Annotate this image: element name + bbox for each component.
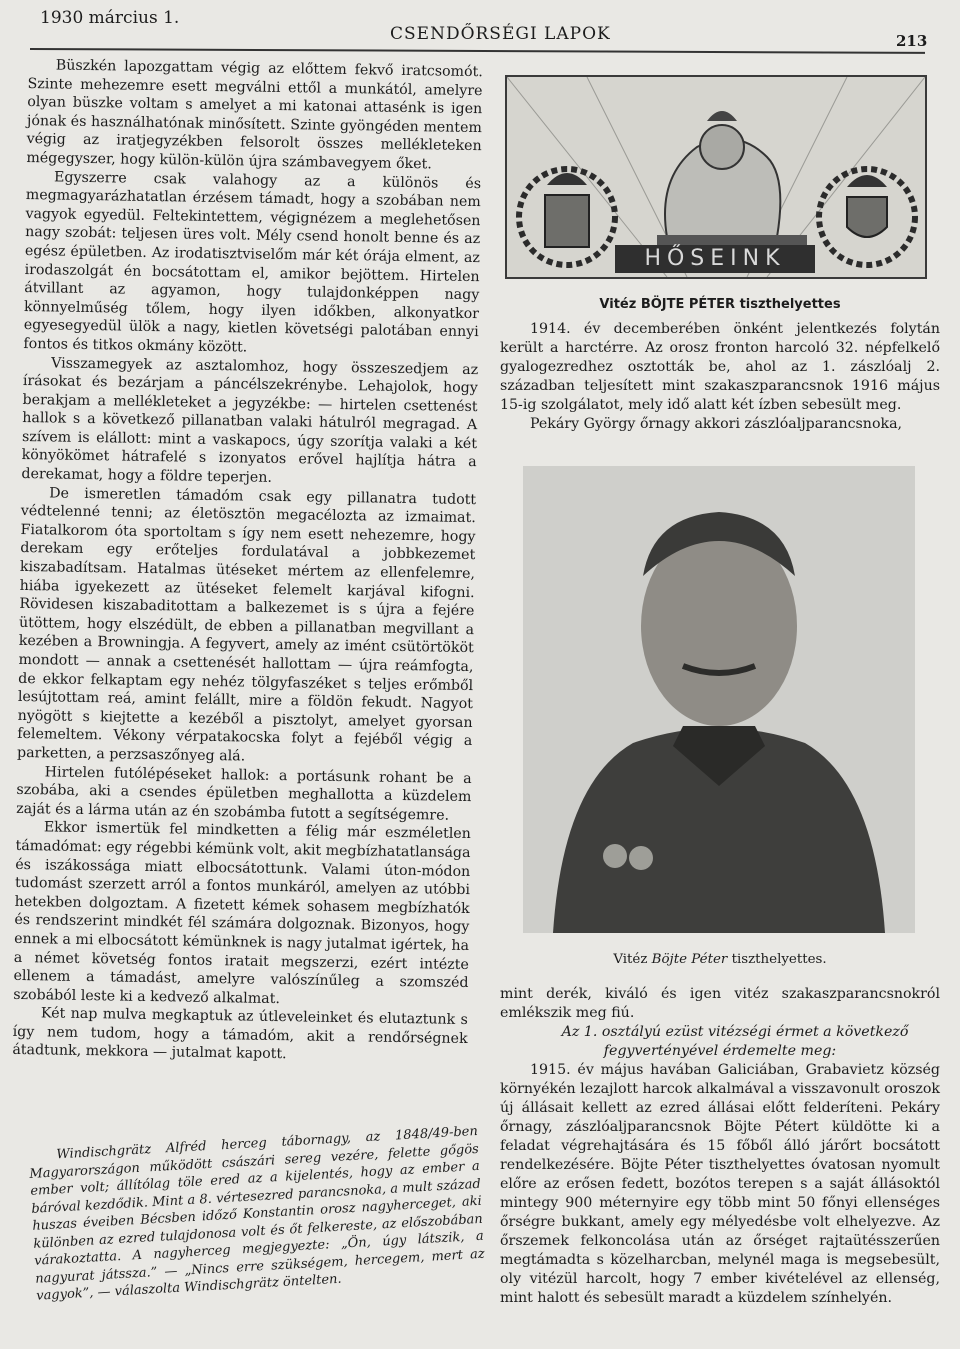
right-column-continued	[500, 985, 940, 1308]
banner-label: HŐSEINK	[615, 245, 815, 273]
lion-statue-icon	[657, 111, 807, 245]
article-paragraph: Hirtelen futólépéseket hallok: a portásunk rohant be a szobába, aki a csendes épületben meghallotta a küzdelem zaját és a lárma után az én szobámba futott a segítségemre.	[16, 763, 472, 824]
article-paragraph: Két nap mulva megkaptuk az útleveleinket és elutaztunk s így nem tudom, hogy a támadóm, akit a rendőrségnek átadtunk, mekkora — jutalmat kapott.	[12, 1005, 469, 1063]
footnote-text: Windischgrätz Alfréd herceg tábornagy, az 1848/49-ben Magyarországon működött császári sereg vezére, felette gőgös ember volt; állítólag töle ered az a kijelentés, hogy az ember a báróval kezdődik. Mint a 8. vértesezred parancsnoka, a mult század huszas éveiben Bécsben időző Konstantin orosz nagyherceget, aki különben az ezred tulajdonosa volt és őt felkereste, az előszobában várakoztatta. A nagyherceg megjegyezte: „Ön, úgy látszik, a nagyurat játssza.” — „Nincs erre szükségem, hercegem, mert az vagyok”, — válaszolta Windischgrätz öntelten.	[29, 1123, 486, 1304]
article-paragraph: Egyszerre csak valahogy az a különös és megmagyarázhatatlan érzésem támadt, hogy a szobában nem vagyok egyedül. Feltekintettem, végignézem a meglehetősen nagy szobát: teljesen üres volt. Mély csend honolt benne és az egész épületben. Az irodatisztviselőm már két órája elment, az irodaszolgát én bocsátottam el, amikor bejöttem. Hirtelen átvillant az agyamon, hogy tulajdonképpen nagy könnyelműség tőlem, hogy ilyen időkben, alkonyatkor egyesegyedül ülök a nagy, kietlen követségi palotában ennyi fontos és titkos okmány között.	[23, 168, 482, 356]
heroes-banner	[505, 75, 927, 279]
left-wreath-icon	[519, 169, 615, 265]
header-rule	[30, 48, 925, 54]
article-paragraph: Ekkor ismertük fel mindketten a félig már eszméletlen támadómat: egy régebbi kémünk volt, akit megbízhatatlansága és iszákossága miatt elbocsátottunk. Valami úton-módon tudomást szerzett arról a fontos munkáról, amelyen az utóbbi hetekben dolgoztam. A fizetett kémek sohasem megbízhatók és rendszerint mindkét fél számára dolgoznak. Bizonyos, hogy ennek a mi elbocsátott kémünknek is nagy jutalmat igértek, ha a német követség fontos iratait megszerzi, ezért intézte ellenem a támadást, amelyre valószínűleg a szomszéd szobából leste ki a kedvező alkalmat.	[13, 819, 471, 1007]
left-column-article	[12, 56, 483, 1067]
photo-caption-name: Böjte Péter	[651, 952, 728, 967]
right-column-bio	[500, 295, 940, 434]
footnote-anecdote	[28, 1123, 486, 1305]
bio-paragraph: mint derék, kiváló és igen vitéz szakaszparancsnokról emlékszik meg fiú.	[500, 986, 940, 1021]
photo-caption-suffix: tiszthelyettes.	[727, 952, 827, 967]
photo-caption-prefix: Vitéz	[613, 952, 652, 967]
portrait-image	[523, 466, 915, 933]
bio-paragraph: 1915. év május havában Galiciában, Grabavietz község környékén lezajlott harcok alkalmával a visszavonult oroszok új állásait kellett az ezred állásai előtt felderíteni. Pekáry őrnagy, zászlóaljparancsnok Böjte Pétert küldötte ki a feladat végrehajtására és 15 főből álló járőrt bocsátott rendelkezésére. Böjte Péter tiszthelyettes óvatosan nyomult előre az erősen fedett, bozótos terepen s a saját állásoktól mintegy 900 méternyire egy több mint 50 főnyi ellenséges őrségre bukkant, amely egy mélyedésbe volt elhelyezve. Az őrszemek felkoncolása után az őrséget rajtaütésszerűen megtámadta s közelharcban, melynél maga is megsebesült, oly vitézül harcolt, hogy 7 ember kivételével az ellenség, mint halott és sebesült maradt a küzdelem színhelyén.	[500, 1062, 940, 1306]
article-paragraph: Visszamegyek az asztalomhoz, hogy összeszedjem az írásokat és bezárjam a páncélszekrénybe. Lehajolok, hogy berakjam a mellékleteket a jegyzékbe: — hirtelen csettenést hallok s a következő pillanatban valaki hátulról megragad. A szívem is elállott: mint a vaskapocs, úgy szorítja valaki a két könyökömet hátrafelé s izonyatos erővel hajlítja hátra a derekamat, hogy a földre teperjen.	[21, 354, 479, 486]
article-paragraph: Büszkén lapozgattam végig az előttem fekvő iratcsomót. Szinte mehezemre esett megválni ettől a munkától, amelyre olyan büszke voltam s amelyet a mi katonai attasénk is igen jónak és használhatónak minősített. Szinte gyöngéden mentem végig az iratjegyzékben felsorolt összes mellékleteken mégegyszer, hogy külön-külön újra számbavegyem őket.	[26, 57, 483, 173]
publication-title: CSENDŐRSÉGI LAPOK	[390, 24, 611, 44]
issue-date: 1930 március 1.	[40, 8, 180, 28]
right-wreath-icon	[819, 169, 915, 265]
photo-caption	[500, 952, 940, 967]
portrait-photo	[523, 466, 915, 933]
bio-paragraph: Pekáry György őrnagy akkori zászlóaljparancsnoka,	[530, 416, 903, 432]
article-paragraph: De ismeretlen támadóm csak egy pillanatra tudott védtelenné tenni; az életösztön megacélozta az izmaimat. Fiatalkorom óta sportoltam s így nem esett nehezemre, hogy derekam egy erőteljes fordulatával a jobbkezemet kiszabadítsam. Hatalmas ütéseket mértem az ellenfelemre, hiába igyekezett az ütéseket felemelt karjával kifogni. Rövidesen kiszabaditottam a balkezemet is s újra a fejére ütöttem, hogy elszédült, de ebben a pillanatban megvillant a kezében a Browningja. A fegyvert, amely az imént csütörtököt mondott — annak a csettenését hallottam — újra reámfogta, de ekkor felkaptam egy nehéz tölgyfaszéket s teljes erőmből lesújtottam reá, amint felállt, mire a földön fekudt. Nagyot nyögött s kiejtette a kezéből a pisztolyt, amelyet gyorsan felemeltem. Vékony vérpatakocska folyt a fejéből végig a parketten, a perzsaszőnyeg alá.	[16, 485, 477, 765]
bio-title: Vitéz BÖJTE PÉTER tiszthelyettes	[599, 297, 841, 312]
bio-paragraph: 1914. év decemberében önként jelentkezés folytán került a harctérre. Az orosz fronton harcoló 32. népfelkelő gyalogezredhez osztották be, ahol az 1. zászlóalj 2. században teljesített mint szakaszparancsnok 1916 május 15-ig szolgálatot, mely idő alatt két ízben sebesült meg.	[500, 321, 940, 413]
medal-line: Az 1. osztályú ezüst vitézségi érmet a következő fegyvertényével érdemelte meg:	[561, 1024, 909, 1059]
page-number: 213	[896, 32, 928, 50]
